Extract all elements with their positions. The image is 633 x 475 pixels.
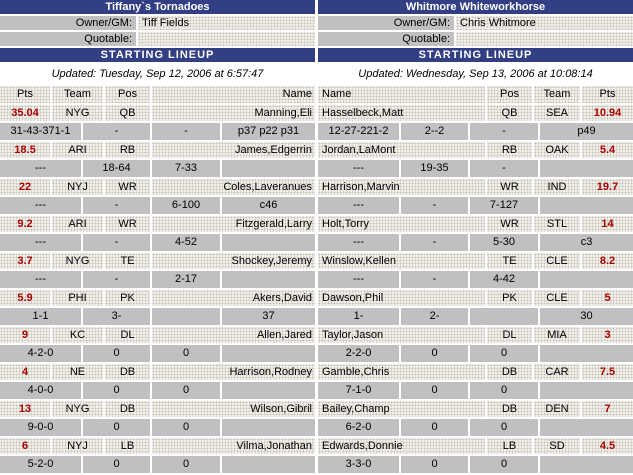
player-team: NYG	[52, 253, 103, 270]
stat-cell: -	[401, 271, 468, 288]
player-row	[0, 216, 315, 233]
player-name: Fitzgerald,Larry	[152, 216, 315, 233]
stat-cell: 37	[222, 308, 315, 325]
col-header-name: Name	[152, 86, 315, 103]
player-pts: 7	[582, 401, 633, 418]
player-team: CLE	[534, 290, 580, 307]
player-pts: 13	[0, 401, 50, 418]
player-pts: 10.94	[582, 105, 633, 122]
player-row	[0, 142, 315, 159]
player-name: Dawson,Phil	[318, 290, 485, 307]
updated-timestamp: Updated: Wednesday, Sep 13, 2006 at 10:08:14	[318, 64, 633, 84]
player-team: NE	[52, 364, 103, 381]
updated-timestamp: Updated: Tuesday, Sep 12, 2006 at 6:57:47	[0, 64, 315, 84]
player-row	[318, 290, 633, 307]
player-pts: 9	[0, 327, 50, 344]
stat-cell: ---	[0, 271, 81, 288]
stat-cell: -	[401, 197, 468, 214]
player-row	[318, 142, 633, 159]
player-name: Hasselbeck,Matt	[318, 105, 485, 122]
player-pts: 4	[0, 364, 50, 381]
stat-cell: -	[152, 123, 220, 140]
stat-cell: 0	[83, 382, 150, 399]
player-pos: WR	[105, 179, 150, 196]
player-pts: 3.7	[0, 253, 50, 270]
player-stat-row	[318, 419, 633, 436]
stat-cell: ---	[0, 234, 81, 251]
stat-cell: 0	[83, 456, 150, 473]
quotable-row	[318, 32, 633, 46]
stat-cell	[222, 160, 315, 177]
player-name: Harrison,Marvin	[318, 179, 485, 196]
player-row	[0, 364, 315, 381]
player-pos: PK	[105, 290, 150, 307]
col-header-team: Team	[52, 86, 103, 103]
stat-cell	[540, 456, 633, 473]
stat-cell: -	[83, 271, 150, 288]
stat-cell	[540, 197, 633, 214]
player-name: Holt,Torry	[318, 216, 485, 233]
player-pos: DB	[487, 401, 532, 418]
stat-cell: ---	[0, 197, 81, 214]
player-stat-row	[318, 382, 633, 399]
stat-cell: ---	[0, 160, 81, 177]
player-name: Edwards,Donnie	[318, 438, 485, 455]
player-stat-row	[0, 419, 315, 436]
player-team: IND	[534, 179, 580, 196]
player-pts: 6	[0, 438, 50, 455]
stat-cell: 31-43-371-1	[0, 123, 81, 140]
quotable-label: Quotable:	[318, 32, 454, 46]
stat-cell: 4-2-0	[0, 345, 81, 362]
stat-cell	[470, 308, 538, 325]
player-team: ARI	[52, 216, 103, 233]
player-stat-row	[0, 456, 315, 473]
stat-cell: 5-30	[470, 234, 538, 251]
player-row	[318, 327, 633, 344]
stat-cell: 6-2-0	[318, 419, 399, 436]
stat-cell: 0	[152, 456, 220, 473]
stat-cell: 1-1	[0, 308, 81, 325]
stat-cell: -	[401, 234, 468, 251]
player-row	[0, 401, 315, 418]
owner-gm-value: Chris Whitmore	[456, 16, 633, 30]
team-name: Whitmore Whiteworkhorse	[318, 0, 633, 14]
players-list-left	[0, 105, 315, 473]
player-pts: 19.7	[582, 179, 633, 196]
stat-cell: 5-2-0	[0, 456, 81, 473]
player-team: PHI	[52, 290, 103, 307]
player-row	[0, 438, 315, 455]
player-stat-row	[0, 382, 315, 399]
stat-cell: 2--2	[401, 123, 468, 140]
stat-cell: 0	[470, 345, 538, 362]
player-pos: WR	[487, 179, 532, 196]
player-row	[0, 105, 315, 122]
player-stat-row	[0, 123, 315, 140]
stat-cell	[152, 308, 220, 325]
player-team: MIA	[534, 327, 580, 344]
player-pos: QB	[105, 105, 150, 122]
player-pts: 14	[582, 216, 633, 233]
player-name: Akers,David	[152, 290, 315, 307]
player-name: Shockey,Jeremy	[152, 253, 315, 270]
stat-cell: 7-1-0	[318, 382, 399, 399]
player-pts: 4.5	[582, 438, 633, 455]
owner-gm-value: Tiff Fields	[138, 16, 315, 30]
quotable-value	[138, 32, 315, 46]
players-list-right	[318, 105, 633, 473]
col-header-pts: Pts	[0, 86, 50, 103]
owner-row	[318, 16, 633, 30]
stat-cell: 30	[540, 308, 633, 325]
stat-cell: -	[470, 123, 538, 140]
stat-cell: 2-	[401, 308, 468, 325]
player-team: NYJ	[52, 438, 103, 455]
player-pos: QB	[487, 105, 532, 122]
player-name: Gamble,Chris	[318, 364, 485, 381]
stat-cell	[540, 160, 633, 177]
stat-cell: 0	[401, 382, 468, 399]
player-stat-row	[318, 456, 633, 473]
stat-cell: ---	[318, 160, 399, 177]
stat-cell: 0	[83, 345, 150, 362]
player-row	[0, 253, 315, 270]
team-name: Tiffany`s Tornadoes	[0, 0, 315, 14]
player-pts: 8.2	[582, 253, 633, 270]
player-name: Winslow,Kellen	[318, 253, 485, 270]
stat-cell: 0	[152, 345, 220, 362]
stat-cell: 1-	[318, 308, 399, 325]
player-row	[0, 179, 315, 196]
team-panel-left	[0, 0, 315, 475]
stat-cell	[222, 382, 315, 399]
stat-cell: -	[83, 123, 150, 140]
player-pts: 5.9	[0, 290, 50, 307]
stat-cell: 0	[401, 419, 468, 436]
player-pos: PK	[487, 290, 532, 307]
stat-cell: 0	[83, 419, 150, 436]
stat-cell: p49	[540, 123, 633, 140]
player-team: OAK	[534, 142, 580, 159]
player-row	[318, 401, 633, 418]
quotable-label: Quotable:	[0, 32, 136, 46]
stat-cell: 18-64	[83, 160, 150, 177]
player-row	[318, 438, 633, 455]
col-header-team: Team	[534, 86, 580, 103]
owner-gm-label: Owner/GM:	[0, 16, 136, 30]
stat-cell: 2-2-0	[318, 345, 399, 362]
stat-cell	[222, 345, 315, 362]
player-team: ARI	[52, 142, 103, 159]
stat-cell: ---	[318, 234, 399, 251]
player-stat-row	[318, 271, 633, 288]
stat-cell	[222, 456, 315, 473]
stat-cell: 7-127	[470, 197, 538, 214]
stat-cell: 4-0-0	[0, 382, 81, 399]
stat-cell: 3-	[83, 308, 150, 325]
col-header-pos: Pos	[487, 86, 532, 103]
player-stat-row	[0, 234, 315, 251]
stat-cell: p37 p22 p31	[222, 123, 315, 140]
col-header-pts: Pts	[582, 86, 633, 103]
owner-gm-label: Owner/GM:	[318, 16, 454, 30]
player-team: CLE	[534, 253, 580, 270]
player-stat-row	[318, 123, 633, 140]
stat-cell: 2-17	[152, 271, 220, 288]
player-pos: DB	[105, 401, 150, 418]
col-header-pos: Pos	[105, 86, 150, 103]
player-pts: 9.2	[0, 216, 50, 233]
stat-cell	[540, 345, 633, 362]
player-pos: TE	[487, 253, 532, 270]
player-pts: 22	[0, 179, 50, 196]
player-name: Allen,Jared	[152, 327, 315, 344]
stat-cell: c3	[540, 234, 633, 251]
player-pos: LB	[105, 438, 150, 455]
player-pts: 35.04	[0, 105, 50, 122]
player-pts: 3	[582, 327, 633, 344]
team-panel-right	[318, 0, 633, 475]
player-pts: 18.5	[0, 142, 50, 159]
player-name: Wilson,Gibril	[152, 401, 315, 418]
starting-lineup-title: STARTING LINEUP	[318, 48, 633, 62]
player-row	[0, 290, 315, 307]
stat-cell	[222, 271, 315, 288]
player-pts: 7.5	[582, 364, 633, 381]
stat-cell: 7-33	[152, 160, 220, 177]
stat-cell: -	[83, 197, 150, 214]
player-pos: DL	[105, 327, 150, 344]
player-row	[0, 327, 315, 344]
player-name: Manning,Eli	[152, 105, 315, 122]
player-stat-row	[0, 160, 315, 177]
stat-cell: 12-27-221-2	[318, 123, 399, 140]
stat-cell: 6-100	[152, 197, 220, 214]
player-name: Jordan,LaMont	[318, 142, 485, 159]
stat-cell	[222, 419, 315, 436]
player-pos: RB	[487, 142, 532, 159]
player-row	[318, 253, 633, 270]
player-stat-row	[0, 345, 315, 362]
player-name: Bailey,Champ	[318, 401, 485, 418]
stat-cell: ---	[318, 271, 399, 288]
quotable-row	[0, 32, 315, 46]
player-team: NYG	[52, 105, 103, 122]
player-pos: DL	[487, 327, 532, 344]
player-pos: WR	[487, 216, 532, 233]
player-team: CAR	[534, 364, 580, 381]
player-pos: LB	[487, 438, 532, 455]
player-row	[318, 179, 633, 196]
player-row	[318, 216, 633, 233]
stat-cell: 0	[401, 345, 468, 362]
column-headers	[318, 86, 633, 103]
player-stat-row	[318, 308, 633, 325]
player-team: NYG	[52, 401, 103, 418]
stat-cell: 0	[470, 456, 538, 473]
stat-cell: ---	[318, 197, 399, 214]
player-team: SD	[534, 438, 580, 455]
player-name: Harrison,Rodney	[152, 364, 315, 381]
player-stat-row	[318, 160, 633, 177]
stat-cell: -	[470, 160, 538, 177]
stat-cell	[540, 271, 633, 288]
stat-cell	[540, 419, 633, 436]
stat-cell	[540, 382, 633, 399]
player-stat-row	[318, 345, 633, 362]
player-name: Coles,Laveranues	[152, 179, 315, 196]
player-stat-row	[318, 197, 633, 214]
player-name: Taylor,Jason	[318, 327, 485, 344]
owner-row	[0, 16, 315, 30]
player-team: NYJ	[52, 179, 103, 196]
stat-cell: 0	[470, 382, 538, 399]
stat-cell: 9-0-0	[0, 419, 81, 436]
quotable-value	[456, 32, 633, 46]
col-header-name: Name	[318, 86, 485, 103]
player-name: Vilma,Jonathan	[152, 438, 315, 455]
player-pos: DB	[105, 364, 150, 381]
stat-cell: 0	[470, 419, 538, 436]
player-stat-row	[0, 271, 315, 288]
stat-cell: 0	[152, 382, 220, 399]
player-team: DEN	[534, 401, 580, 418]
player-row	[318, 105, 633, 122]
stat-cell: 4-42	[470, 271, 538, 288]
player-stat-row	[318, 234, 633, 251]
column-headers	[0, 86, 315, 103]
stat-cell: 3-3-0	[318, 456, 399, 473]
player-stat-row	[0, 308, 315, 325]
player-pts: 5.4	[582, 142, 633, 159]
stat-cell: c46	[222, 197, 315, 214]
player-team: KC	[52, 327, 103, 344]
stat-cell	[222, 234, 315, 251]
stat-cell: -	[83, 234, 150, 251]
stat-cell: 0	[401, 456, 468, 473]
player-name: James,Edgerrin	[152, 142, 315, 159]
player-row	[318, 364, 633, 381]
stat-cell: 19-35	[401, 160, 468, 177]
player-pos: DB	[487, 364, 532, 381]
stat-cell: 0	[152, 419, 220, 436]
player-pts: 5	[582, 290, 633, 307]
player-pos: WR	[105, 216, 150, 233]
player-stat-row	[0, 197, 315, 214]
player-pos: RB	[105, 142, 150, 159]
stat-cell: 4-52	[152, 234, 220, 251]
player-pos: TE	[105, 253, 150, 270]
player-team: SEA	[534, 105, 580, 122]
starting-lineup-title: STARTING LINEUP	[0, 48, 315, 62]
player-team: STL	[534, 216, 580, 233]
